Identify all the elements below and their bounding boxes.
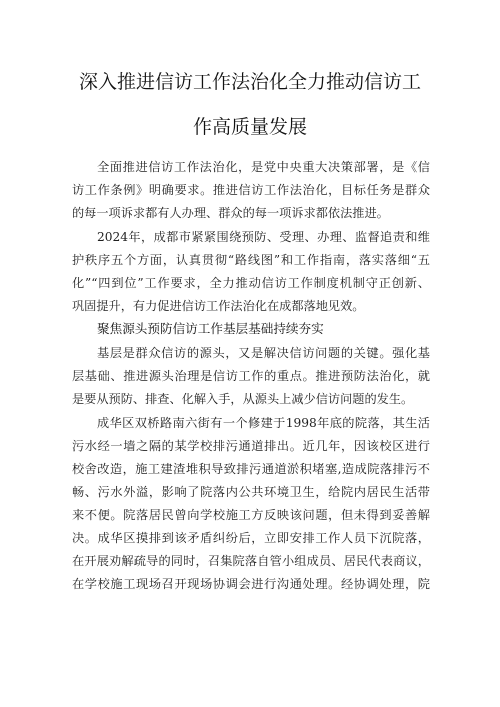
paragraph-1-line-3: 的每一项诉求都有人办理、群众的每一项诉求都依法推进。 [72, 206, 389, 220]
paragraph-4-line-1: 成华区双桥路南六街有一个修建于1998年底的院落，其生活 [97, 416, 430, 430]
paragraph-2-line-4: 巩固提升，有力促进信访工作法治化在成都落地见效。 [72, 299, 365, 313]
paragraph-3-line-2: 层基础、推进源头治理是信访工作的重点。推进预防法治化，就 [72, 369, 430, 383]
paragraph-4-line-8: 在学校施工现场召开现场协调会进行沟通处理。经协调处理，院 [72, 577, 430, 591]
paragraph-4-line-5: 来不便。院落居民曾向学校施工方反映该问题，但未得到妥善解 [72, 508, 430, 522]
paragraph-3-line-1: 基层是群众信访的源头，又是解决信访问题的关键。强化基 [97, 346, 430, 360]
paragraph-4-line-3: 校舍改造，施工建渣堆积导致排污通道淤积堵塞,造成院落排污不 [72, 462, 430, 476]
paragraph-1-line-2: 访工作条例》明确要求。推进信访工作法治化，目标任务是群众 [72, 183, 430, 197]
paragraph-4-line-4: 畅、污水外溢，影响了院落内公共环境卫生，给院内居民生活带 [72, 485, 430, 499]
paragraph-4-line-7: 在开展劝解疏导的同时，召集院落自管小组成员、居民代表商议， [72, 554, 430, 568]
paragraph-2-line-2: 护秩序五个方面，认真贯彻“路线图”和工作指南，落实落细“五 [72, 253, 430, 267]
document-title-line-1: 深入推进信访工作法治化全力推动信访工 [78, 71, 421, 93]
paragraph-2-line-3: 化”“四到位”工作要求，全力推动信访工作制度机制守正创新、 [72, 276, 430, 290]
paragraph-3-line-3: 是要从预防、排查、化解入手，从源头上减少信访问题的发生。 [72, 392, 414, 406]
paragraph-2-line-1: 2024年，成都市紧紧围绕预防、受理、办理、监督追责和维 [97, 230, 430, 244]
paragraph-4-line-6: 决。成华区摸排到该矛盾纠纷后，立即安排工作人员下沉院落， [72, 531, 430, 545]
section-heading: 聚焦源头预防信访工作基层基础持续夯实 [97, 321, 324, 336]
paragraph-1-line-1: 全面推进信访工作法治化，是党中央重大决策部署，是《信 [97, 160, 430, 174]
paragraph-4-line-2: 污水经一墙之隔的某学校排污通道排出。近几年，因该校区进行 [72, 439, 430, 453]
document-title-line-2: 作高质量发展 [192, 116, 307, 138]
